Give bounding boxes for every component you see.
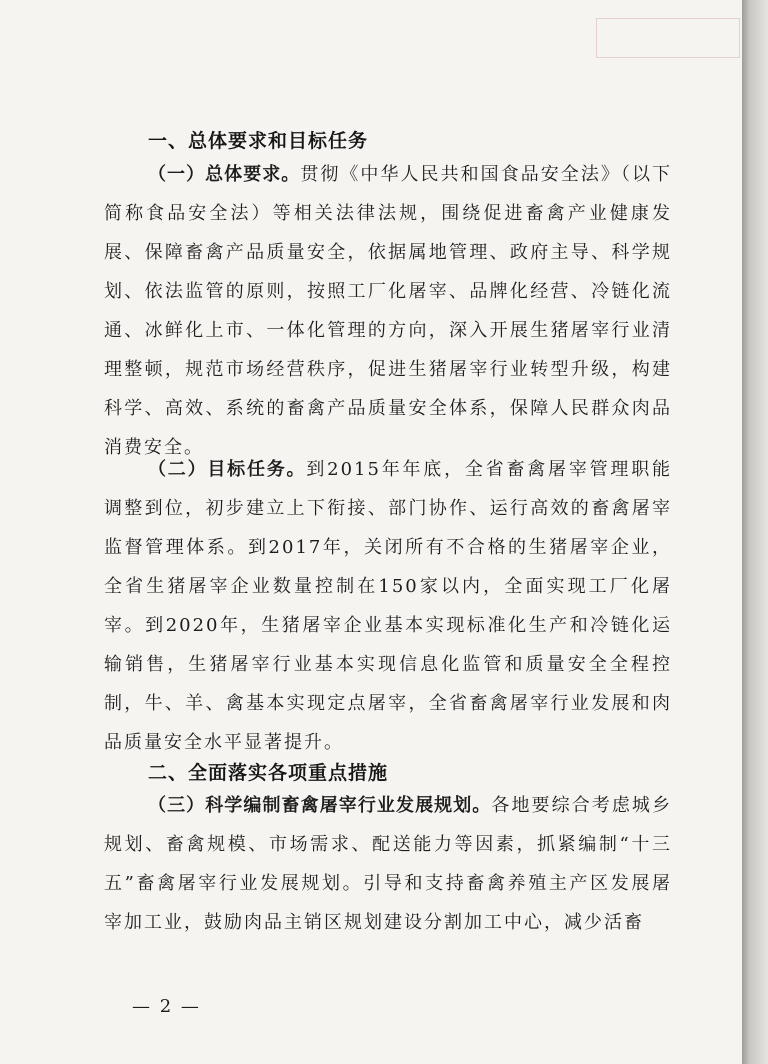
scan-edge (742, 0, 768, 1064)
paragraph-lead: （一）总体要求。 (148, 164, 301, 185)
section-heading-1: 一、总体要求和目标任务 (148, 130, 369, 152)
paragraph-planning (104, 786, 672, 942)
paragraph-lead: （三）科学编制畜禽屠宰行业发展规划。 (148, 795, 492, 816)
paragraph-body: 贯彻《中华人民共和国食品安全法》（以下简称食品安全法）等相关法律法规，围绕促进畜禽产业健康发展、保障畜禽产品质量安全，依据属地管理、政府主导、科学规划、依法监管的原则，按照工厂化屠宰、品牌化经营、冷链化流通、冰鲜化上市、一体化管理的方向，深入开展生猪屠宰行业清理整顿，规范市场经营秩序，促进生猪屠宰行业转型升级，构建科学、高效、系统的畜禽产品质量安全体系，保障人民群众肉品消费安全。 (104, 164, 673, 458)
paragraph-lead: （二）目标任务。 (148, 459, 307, 480)
stamp-mark (596, 18, 740, 58)
paragraph-general-requirements (104, 155, 672, 467)
paragraph-body: 到2015年年底，全省畜禽屠宰管理职能调整到位，初步建立上下衔接、部门协作、运行高效的畜禽屠宰监督管理体系。到2017年，关闭所有不合格的生猪屠宰企业，全省生猪屠宰企业数量控制在150家以内，全面实现工厂化屠宰。到2020年，生猪屠宰企业基本实现标准化生产和冷链化运输销售，生猪屠宰行业基本实现信息化监管和质量安全全程控制，牛、羊、禽基本实现定点屠宰，全省畜禽屠宰行业发展和肉品质量安全水平显著提升。 (104, 459, 672, 753)
page-number: — 2 — (132, 996, 201, 1017)
paragraph-body: 各地要综合考虑城乡规划、畜禽规模、市场需求、配送能力等因素，抓紧编制“十三五”畜禽屠宰行业发展规划。引导和支持畜禽养殖主产区发展屠宰加工业，鼓励肉品主销区规划建设分割加工中心，减少活畜 (104, 795, 673, 933)
paragraph-target-tasks (104, 450, 672, 762)
section-heading-2: 二、全面落实各项重点措施 (148, 762, 389, 784)
